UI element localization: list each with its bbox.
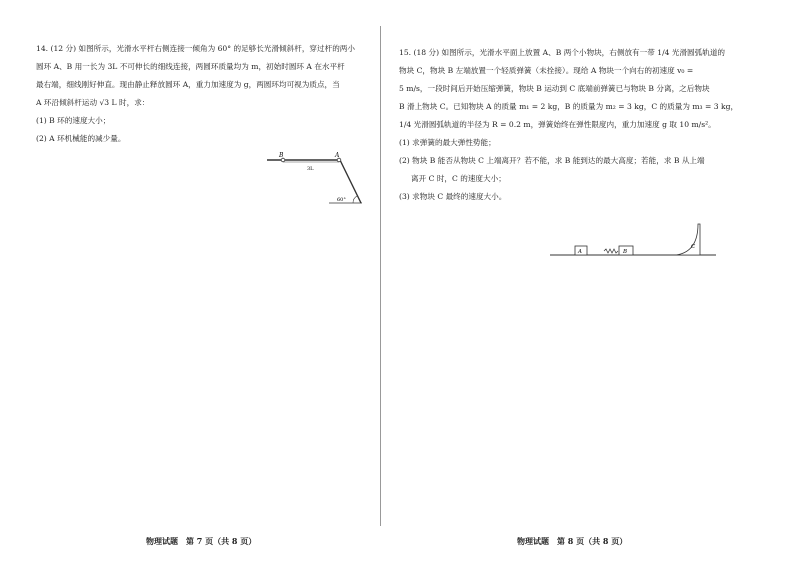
q14-sub-1: (1) B 环的速度大小； bbox=[36, 116, 111, 125]
q14-line-2: 圆环 A、B 用一长为 3L 不可伸长的细线连接，两圆环质量均为 m，初始时圆环 A 在水平杆 bbox=[36, 62, 345, 71]
label-a: A bbox=[335, 152, 340, 159]
page-right bbox=[385, 0, 800, 579]
q15-figure bbox=[548, 222, 718, 258]
label-c: C bbox=[691, 244, 696, 250]
q15-line-4: B 滑上物块 C。已知物块 A 的质量 m₁ = 2 kg，B 的质量为 m₂ = 3 kg，C 的质量为 m₃ = 3 kg， bbox=[399, 102, 739, 111]
q14-sub-2: (2) A 环机械能的减少量。 bbox=[36, 134, 126, 143]
footer-right: 物理试题 第 8 页（共 8 页） bbox=[517, 536, 628, 546]
label-b: B bbox=[623, 249, 628, 255]
label-3l: 3L bbox=[307, 166, 314, 172]
q14-figure bbox=[265, 150, 375, 210]
page-left bbox=[0, 0, 385, 579]
q14-line-1: 14. (12 分) 如图所示，光滑水平杆右侧连接一倾角为 60° 的足够长光滑倾斜杆，穿过杆的两小 bbox=[36, 44, 355, 53]
label-b: B bbox=[279, 152, 284, 159]
q15-sub-2-cont: 离开 C 时，C 的速度大小； bbox=[411, 174, 506, 183]
q14-line-3: 最右端，细线刚好伸直。现由静止释放圆环 A，重力加速度为 g，两圆环均可视为质点，当 bbox=[36, 80, 340, 89]
q15-line-2: 物块 C，物块 B 左端放置一个轻质弹簧（未拴接）。现给 A 物块一个向右的初速度 v₀ = bbox=[399, 66, 694, 75]
label-angle: 60° bbox=[337, 197, 346, 203]
page-divider bbox=[380, 26, 381, 526]
question-14 bbox=[36, 40, 355, 148]
angle-arc bbox=[353, 196, 357, 203]
label-a: A bbox=[578, 249, 582, 255]
question-15 bbox=[399, 44, 738, 206]
q15-line-1: 15. (18 分) 如图所示，光滑水平面上放置 A、B 两个小物块，右侧放有一带 1/4 光滑圆弧轨道的 bbox=[399, 48, 726, 57]
footer-left: 物理试题 第 7 页（共 8 页） bbox=[146, 536, 257, 546]
q15-sub-2: (2) 物块 B 能否从物块 C 上端离开？若不能，求 B 能到达的最大高度；若能，求 B 从上端 bbox=[399, 156, 705, 165]
spring bbox=[604, 249, 618, 253]
q15-line-3: 5 m/s，一段时间后开始压缩弹簧，物块 B 运动到 C 底端前弹簧已与物块 B 分离，之后物块 bbox=[399, 84, 710, 93]
q14-line-4: A 环沿倾斜杆运动 √3 L 时，求： bbox=[36, 98, 150, 107]
q15-sub-3: (3) 求物块 C 最终的速度大小。 bbox=[399, 192, 507, 201]
block-c-arc bbox=[676, 224, 700, 255]
q15-line-5: 1/4 光滑圆弧轨道的半径为 R = 0.2 m，弹簧始终在弹性限度内，重力加速度 g 取 10 m/s²。 bbox=[399, 120, 716, 129]
q15-sub-1: (1) 求弹簧的最大弹性势能； bbox=[399, 138, 496, 147]
